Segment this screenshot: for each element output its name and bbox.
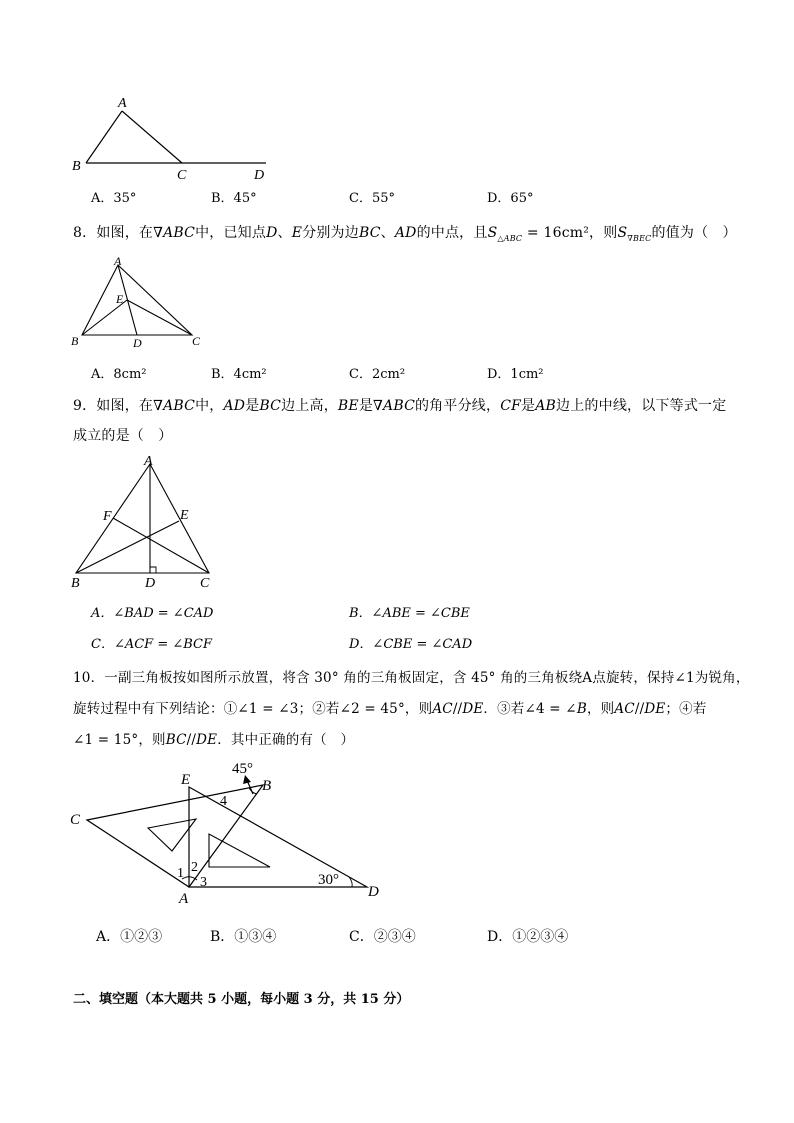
q8-side-bc: BC <box>358 225 381 241</box>
q9-option-b[interactable]: B．∠ABE = ∠CBE <box>349 606 470 621</box>
q7-option-a[interactable]: A．35° <box>91 191 137 206</box>
q10-option-d[interactable]: D．①②③④ <box>487 929 569 945</box>
q9-line1-c: 是 <box>245 398 260 414</box>
q9-triangle-2: ∇ABC <box>373 398 415 414</box>
q8-label-A: A <box>114 254 122 268</box>
q9-bc: BC <box>259 398 282 414</box>
q8-stem-e: ，则 <box>589 225 618 241</box>
q9-cf: CF <box>500 398 522 414</box>
q9-stem-line1 <box>73 395 726 415</box>
q10-par2: // <box>634 701 645 717</box>
q8-point-d: D <box>266 225 278 241</box>
q10-ac1: AC <box>432 701 453 717</box>
q9-option-d[interactable]: D．∠CBE = ∠CAD <box>349 637 473 652</box>
q10-line3-b: ．其中正确的有（ ） <box>217 732 355 748</box>
q9-right-angle-mark <box>150 567 156 573</box>
q10-label-3: 3 <box>200 875 207 890</box>
q9-label-A: A <box>144 454 153 469</box>
q10-bc: BC <box>165 732 187 748</box>
q8-point-e: E <box>291 225 303 241</box>
q10-label-E: E <box>181 772 191 788</box>
q9-line1-a: 9．如图，在 <box>73 398 154 414</box>
q7-line-AC <box>122 111 182 163</box>
q10-label-deg45: 45° <box>232 761 253 777</box>
q9-option-a[interactable]: A．∠BAD = ∠CAD <box>91 606 214 621</box>
q9-label-B: B <box>71 576 80 591</box>
q10-option-b[interactable]: B．①③④ <box>210 929 277 945</box>
q9-label-E: E <box>180 508 189 523</box>
q10-option-c[interactable]: C．②③④ <box>349 929 416 945</box>
q9-ad: AD <box>223 398 246 414</box>
q10-label-4: 4 <box>220 794 227 809</box>
q8-stem-f: 的值为（ ） <box>651 225 737 241</box>
q10-label-1: 1 <box>177 866 184 881</box>
q7-label-A: A <box>118 96 127 111</box>
q9-label-C: C <box>200 576 210 591</box>
q10-stem-line1: 10．一副三角板按如图所示放置，将含 30° 角的三角板固定，含 45° 角的三角板绕A点旋转，保持∠1为锐角， <box>73 670 750 686</box>
q8-sep2: 、 <box>380 225 395 241</box>
q10-line2-b: ．③若∠4 = ∠ <box>483 701 577 717</box>
q8-stem-c: 分别为边 <box>302 225 359 241</box>
q8-area-value: = 16cm² <box>522 225 590 241</box>
q7-label-D: D <box>254 168 265 183</box>
q10-stem-line3 <box>73 728 354 748</box>
q8-option-d[interactable]: D．1cm² <box>487 367 544 382</box>
q9-triangle: ∇ABC <box>153 398 196 414</box>
q8-stem <box>73 222 737 243</box>
q9-line1-f: 的角平分线， <box>414 398 501 414</box>
q9-ab: AB <box>535 398 557 414</box>
q7-option-d[interactable]: D．65° <box>487 191 534 206</box>
q10-line2-a: 旋转过程中有下列结论：①∠1 = ∠3；②若∠2 = 45°，则 <box>73 701 433 717</box>
q10-par1: // <box>452 701 463 717</box>
q9-triangle-ABC <box>76 464 209 573</box>
q8-stem-b: 中，已知点 <box>195 225 267 241</box>
q10-figure <box>64 755 394 905</box>
q10-label-D: D <box>368 884 379 900</box>
q8-label-D: D <box>133 336 142 350</box>
q9-figure <box>64 448 224 593</box>
q10-line2-d: ；④若 <box>665 701 707 717</box>
q10-option-a[interactable]: A．①②③ <box>96 929 163 945</box>
q10-b1: B <box>576 701 587 717</box>
q8-triangle: ∇ABC <box>153 225 196 241</box>
q8-area-given: S <box>487 225 498 241</box>
q10-label-B: B <box>262 778 272 794</box>
q7-line-AB <box>86 111 122 163</box>
q10-triangle-30-inner <box>209 834 270 867</box>
q9-label-D: D <box>145 576 156 591</box>
q8-area-ask: S <box>617 225 628 241</box>
q10-stem-line2 <box>73 697 707 717</box>
q10-de2: DE <box>644 701 666 717</box>
q10-label-A: A <box>179 891 189 905</box>
q8-label-C: C <box>192 334 201 348</box>
q8-line-EC <box>127 300 192 335</box>
q8-option-b[interactable]: B．4cm² <box>211 367 267 382</box>
q8-figure <box>66 252 216 352</box>
q8-area-given-sub: △ABC <box>497 233 523 243</box>
q10-label-2: 2 <box>191 860 198 875</box>
q10-line3-a: ∠1 = 15°，则 <box>73 732 166 748</box>
section-heading-fill-in: 二、填空题（本大题共 5 小题，每小题 3 分，共 15 分） <box>73 992 410 1007</box>
q9-line1-b: 中， <box>195 398 224 414</box>
q10-line2-c: ，则 <box>586 701 615 717</box>
q10-par3: // <box>186 732 197 748</box>
q8-option-a[interactable]: A．8cm² <box>91 367 147 382</box>
q7-option-c[interactable]: C．55° <box>349 191 395 206</box>
q8-label-B: B <box>71 334 79 348</box>
q8-number: 8． <box>73 225 97 241</box>
q10-ac2: AC <box>614 701 635 717</box>
q8-side-ad: AD <box>394 225 417 241</box>
q10-de3: DE <box>196 732 218 748</box>
q8-sep: 、 <box>277 225 292 241</box>
q10-triangle-45 <box>87 785 263 887</box>
q9-line1-d: 边上高， <box>281 398 338 414</box>
q9-option-c[interactable]: C．∠ACF = ∠BCF <box>91 637 213 652</box>
q9-line1-h: 边上的中线，以下等式一定 <box>556 398 727 414</box>
q10-label-deg30: 30° <box>318 872 339 888</box>
q8-stem-d: 的中点，且 <box>416 225 488 241</box>
q8-triangle-ABC <box>82 265 192 335</box>
q7-option-b[interactable]: B．45° <box>211 191 257 206</box>
q8-area-ask-sub: ∇BEC <box>627 233 652 243</box>
q8-option-c[interactable]: C．2cm² <box>349 367 406 382</box>
q7-label-C: C <box>177 168 187 183</box>
q10-de1: DE <box>462 701 484 717</box>
q9-label-F: F <box>103 509 112 524</box>
q8-stem-a: 如图，在 <box>96 225 154 241</box>
q9-be: BE <box>337 398 359 414</box>
q9-stem-line2: 成立的是（ ） <box>73 428 173 444</box>
q9-line1-g: 是 <box>521 398 536 414</box>
q7-label-B: B <box>72 159 81 174</box>
q9-line1-e: 是 <box>358 398 374 414</box>
q8-label-E: E <box>116 292 124 306</box>
q7-figure <box>60 90 290 185</box>
q10-label-C: C <box>70 812 81 828</box>
